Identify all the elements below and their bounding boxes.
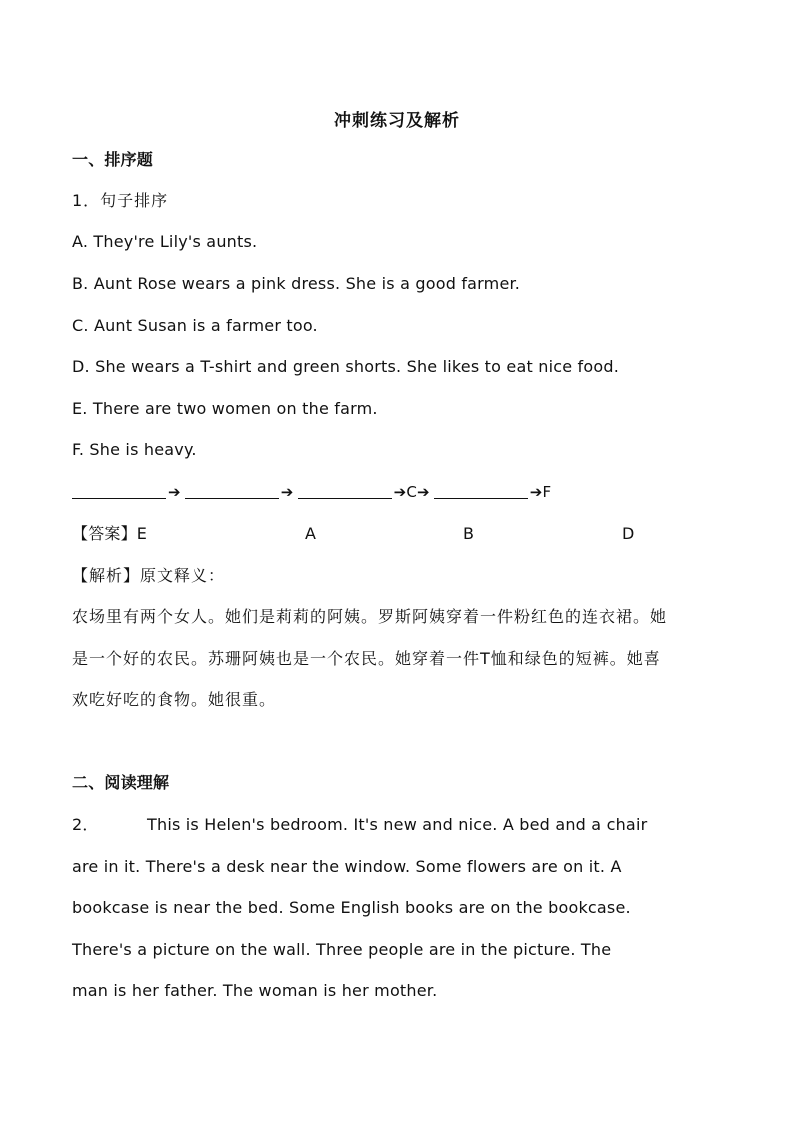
- passage-line: This is Helen's bedroom. It's new and nice. A bed and a chair: [147, 815, 648, 834]
- translation-line: 是一个好的农民。苏珊阿姨也是一个农民。她穿着一件T恤和绿色的短裤。她喜: [72, 649, 661, 668]
- answer-value: A: [305, 524, 317, 543]
- answer-value: B: [463, 524, 475, 543]
- order-answer-row: [72, 482, 555, 502]
- question-label: 1．句子排序: [72, 191, 169, 210]
- passage-line: are in it. There's a desk near the window. Some flowers are on it. A: [72, 857, 622, 876]
- answer-blank[interactable]: [298, 486, 392, 499]
- answer-label: 【答案】E: [72, 524, 148, 543]
- order-arrow-c: ➔C➔: [393, 483, 430, 501]
- option-d: D. She wears a T-shirt and green shorts. She likes to eat nice food.: [72, 357, 619, 376]
- page-title: 冲刺练习及解析: [334, 111, 460, 131]
- translation-line: 欢吃好吃的食物。她很重。: [72, 690, 277, 709]
- order-arrow: ➔: [168, 483, 181, 501]
- option-e: E. There are two women on the farm.: [72, 399, 378, 418]
- section-heading-ordering: 一、排序题: [72, 150, 154, 169]
- answer-blank[interactable]: [72, 486, 166, 499]
- analysis-label: 【解析】原文释义：: [72, 566, 226, 585]
- option-f: F. She is heavy.: [72, 440, 197, 459]
- order-arrow-f: ➔F: [529, 483, 552, 501]
- order-arrow: ➔: [280, 483, 294, 501]
- translation-line: 农场里有两个女人。她们是莉莉的阿姨。罗斯阿姨穿着一件粉红色的连衣裙。她: [72, 607, 668, 626]
- option-a: A. They're Lily's aunts.: [72, 232, 258, 251]
- answer-blank[interactable]: [434, 486, 528, 499]
- answer-value: D: [622, 524, 635, 543]
- passage-line: bookcase is near the bed. Some English books are on the bookcase.: [72, 898, 631, 917]
- option-c: C. Aunt Susan is a farmer too.: [72, 316, 318, 335]
- section-heading-reading: 二、阅读理解: [72, 773, 170, 792]
- answer-blank[interactable]: [185, 486, 279, 499]
- passage-line: man is her father. The woman is her mother.: [72, 981, 438, 1000]
- question-number: 2．: [72, 815, 99, 834]
- passage-line: There's a picture on the wall. Three people are in the picture. The: [72, 940, 612, 959]
- option-b: B. Aunt Rose wears a pink dress. She is a good farmer.: [72, 274, 521, 293]
